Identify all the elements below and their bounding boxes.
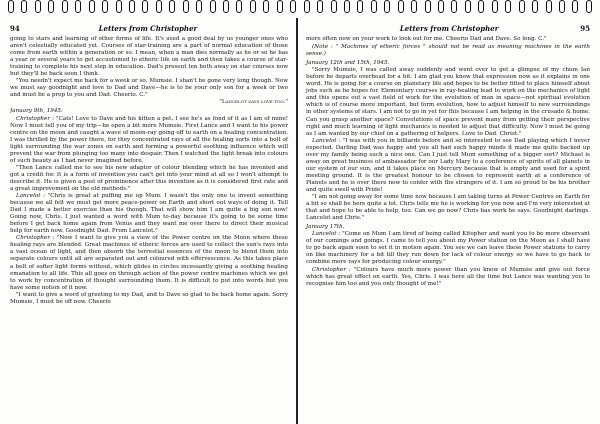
paragraph-text: "I was with you in billiards before and so interested to see Dad playing which I never expected. Darling Dad was happy and you all had such happy minds it made me quite backed up over my family being such a nice one. Can I just tell Mum something of a bigger sort? Michael is away on great business of ambassador for our Lady Mary to a conference of spirits of all planets in our system of our sun, and it takes place on Mercury because that is empty and used for a spirit meeting ground. It is the greatest honour to be chosen to represent earth at a conference of Planets and he is over there now to confer with the strangers of it. I am so proud to be his brother and quite swell with Pride! [306,137,590,193]
spiral-ring [344,0,350,13]
spiral-ring [236,0,242,13]
spiral-ring [129,0,135,13]
left-page-header [10,24,288,33]
speaker-label: Christopher : [312,266,351,273]
spiral-ring [559,0,565,13]
letter-paragraph [10,292,288,306]
paragraph-text: "Colours have much more power than you know of Mumsie and give out force which has great effect on earth. Yes, Chris. I was here all the time but Lance was wanting you to recognise him too and you only thought of me!" [306,266,590,287]
spiral-ring [317,0,323,13]
letter-paragraph [306,36,590,43]
left-page-body [10,36,288,306]
spiral-ring [304,0,310,13]
spiral-ring [384,0,390,13]
paragraph-text: "Chris is great at puffing me up Mum. I wasn't the only one to invent something because we all felt we must get more peace-power on Earth and short out ways of doing it. Tell Dad I made a better exercise than his though. That will show him I am quite a big son now! Going now, Chris. I just wanted a word with Mum to-day because it's going to be some time before I get back home again from Venus and they want me over there to direct their musical help for earth now. Goodnight Dad. From Lancelot." [10,193,288,235]
spiral-ring [116,0,122,13]
spiral-ring [586,0,592,13]
spiral-ring [371,0,377,13]
paragraph-text: "I am not going away for some time now because I am taking turns at Power Centres on Earth for a bit so shall be here quite a lot. Chris tells me he is working for you now and I'm very interested at that and hope to be able to help, too. Can we go now? Chris has work he says. Goodnight darlings. Lancelot and Chris." [306,194,590,222]
paragraph-text: more often now on your work to look out for me. Cheerio Dad and Dave. So long. C." [306,36,547,42]
right-page-header [306,24,590,33]
spiral-ring [142,0,148,13]
paragraph-text: "Come on Mum I am tired of being called Kitopher and want you to be more observant of our comings and goings. I came to tell you about my Power station on the Moon as I shall have to go back again soon to set it in motion again. You see we can leave these Power stations to carry on like machinery for a bit till they run down for lack of colour energy so we have to go back to combine more rays for producing colour energy." [306,231,590,266]
spiral-ring [425,0,431,13]
spiral-ring [62,0,68,13]
spiral-ring [223,0,229,13]
left-page [10,24,292,418]
paragraph-text: "I want to give a word of greeting to my Dad, and to Dave so glad to be back home again. Sorry Mumsie, I must be off now. Cheerio [10,291,288,305]
page-gutter [296,18,298,424]
letter-paragraph [10,235,288,291]
letter-paragraph [306,194,590,222]
letter-paragraph [306,231,590,266]
spiral-ring [75,0,81,13]
spiral-ring [398,0,404,13]
right-page-body [306,36,590,288]
speaker-label: Lancelot : [312,231,341,238]
letter-paragraph [306,67,590,137]
spiral-ring [357,0,363,13]
spiral-ring [277,0,283,13]
paragraph-text: "Then Lance called me to see his new adaptor of colour blending which he has invented and got a credit for. It is a form of invention you can't get into your mind at all so I won't attempt to describe it. He is given a post of prominence after this invention as it is considered first rate and a great improvement on the old methods." [10,164,288,192]
right-page-number: 95 [580,24,590,33]
spiral-ring [263,0,269,13]
speaker-label: Christopher : [16,115,54,122]
spiral-ring [532,0,538,13]
spiral-ring [35,0,41,13]
letter-paragraph [10,165,288,193]
left-page-number: 94 [10,24,20,33]
paragraph-text: "Now I want to give you a view of the Power centre on the Moon where these healing rays are blended. Great machines of etheric forces are used to collect the sun's rays into a vast ocean of light, and then absorb the terrestial essences of the moon to blend them into separate colours until all are separated out and coloured with effervescence. As this takes place a belt of softer light forms without, which glides in circles incessantly giving a soothing healing emanation to all life. This all goes on through action of the power centre machines which we get to work by concentration of thought surrounding them. It is difficult to put into words but you have some notion of it now. [10,235,288,291]
spiral-ring [451,0,457,13]
spiral-ring [492,0,498,13]
entry-date: January 17th. [306,224,345,231]
signature-line: "Lancelot says love too." [219,99,288,106]
spiral-ring [250,0,256,13]
speaker-label: Lancelot : [312,137,341,144]
paragraph-text: "Cats! Love to Dave and his kitten a pet. I see he's as fond of it as I am of mine! Now I must tell you of my trip—he open a bit more Mumsie. First Lance and I want to his power centre on the moon and caught a wave of moon-ray going off to earth on a healing concentration. I was thrilled by the power there, for they concentrated rays of all the healing sorts into a bolt of light surrounding the war zones on earth and forming a powerful soothing influence which will prevent the war from plunging too many into despair. Then I watched the light break into colours of such beauty as I had never imagined before. [10,115,289,164]
letter-paragraph [10,36,288,78]
spiral-ring [438,0,444,13]
letter-paragraph [10,193,288,235]
letter-paragraph [306,138,590,194]
spiral-ring [183,0,189,13]
spiral-ring [8,0,14,13]
paragraph-text: "Sorry Mumsie, I was called away suddenly and went over to get a glimpse of my chum Ian before he departs overhead for a bit. I am glad you know that expression now as it explains in one word. He is going for a course on planetary life and hopes to be better fitted to place himself about jobs such as he hopes for. Elementary courses in ray-healing lead to work on the mechanics of light and this opens out a vast field of work for the evolution of man in space—not spiritual evolution which is of course more important, but form evolution, how to adjust himself to new surroundings in other systems of stars. I am not to go in yet for this because I am helping in the crusade & home. Can you grasp another space? Convolutions of space prevent many from getting their perspective right and much learning of light mechanics is needed to adjust that difficulty. Now I must be going as I am wanted by our chief on a gathering of helpers. Love to Dad. Christ." [306,67,590,137]
letter-paragraph [10,116,288,165]
spiral-ring [102,0,108,13]
letter-paragraph [306,267,590,288]
spiral-ring [411,0,417,13]
spiral-ring [546,0,552,13]
paragraph-text: "You needn't expect me back for a week or so, Mumsie. I shan't be gone very long though. Now we must say goodnight and love to Dad and Dave—he is to be your only son for a week or two and must be a prop to you and Dad. Cheerio. C." [10,78,288,99]
speaker-label: Lancelot : [16,193,46,200]
spiral-ring [290,0,296,13]
spiral-ring [505,0,511,13]
spiral-ring [21,0,27,13]
editor-note: (Note : " Machines of etheric forces " should not be read as meaning machines in the earth sense.) [306,44,590,58]
speaker-label: Christopher : [16,235,55,242]
right-page [302,24,590,418]
right-running-title: Letters from Christopher [399,24,499,33]
spiral-ring [156,0,162,13]
left-running-title: Letters from Christopher [98,24,198,33]
spiral-ring [572,0,578,13]
spiral-ring [519,0,525,13]
entry-date: January 12th and 15th, 1945. [306,60,390,67]
spiral-ring [478,0,484,13]
spiral-ring [48,0,54,13]
letter-paragraph [10,78,288,99]
spiral-ring [331,0,337,13]
spiral-ring [169,0,175,13]
entry-date: January 9th, 1945. [10,108,63,115]
spiral-ring [465,0,471,13]
spiral-binding [0,0,600,16]
spiral-ring [89,0,95,13]
spiral-ring [210,0,216,13]
paragraph-text: going to stars and learning of other forms of life. It's used a good deal by us younger ones who aren't celestially educated yet. Courses of star-training are a part of normal education of those come from earth within a generation or so. I mean, when a man dies normally as he or so he has a year or several years to get accustomed to etheric life on earth and then takes a course of star-training to complete his next step in education. Dad's present ten both away on star courses now but they'll be back soon I think. [10,36,288,78]
spiral-ring [196,0,202,13]
